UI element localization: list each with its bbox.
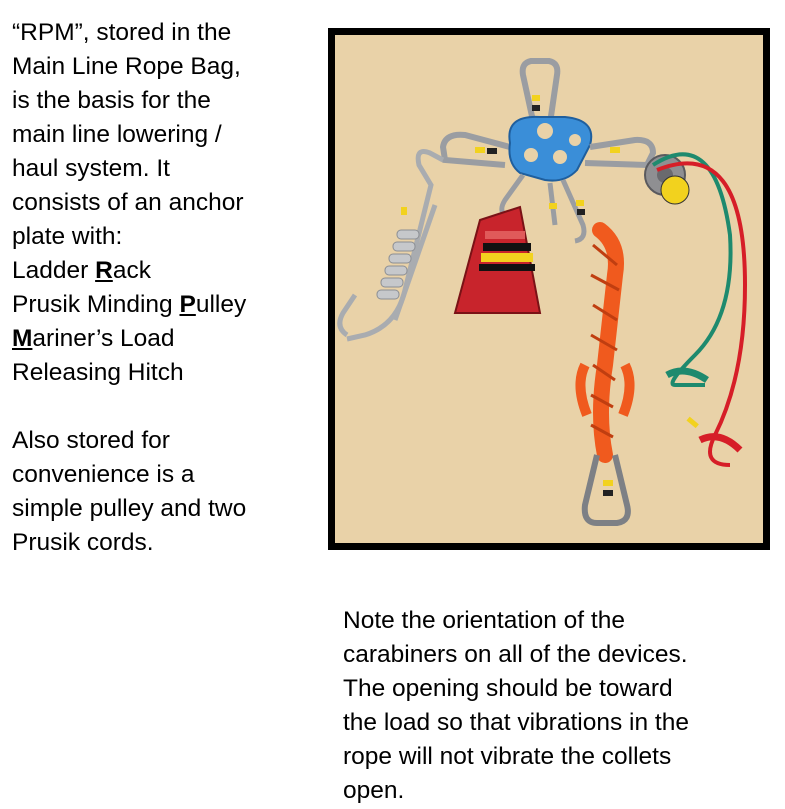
note-line: The opening should be toward: [343, 675, 673, 702]
note-line: Note the orientation of the: [343, 607, 625, 634]
acronym-letter-r: R: [95, 257, 113, 284]
item-suffix: ariner’s Load: [32, 325, 175, 352]
description-line: haul system. It: [12, 155, 170, 182]
rpm-equipment-illustration: [335, 35, 763, 543]
note-line: open.: [343, 777, 405, 804]
acronym-letter-p: P: [179, 291, 196, 318]
description-line: plate with:: [12, 223, 123, 250]
acronym-letter-m: M: [12, 325, 33, 352]
description-line: is the basis for the: [12, 87, 211, 114]
storage-line: Also stored for: [12, 427, 170, 454]
storage-line: convenience is a: [12, 461, 195, 488]
list-item-prusik-pulley: [12, 288, 312, 322]
storage-line: Prusik cords.: [12, 529, 154, 556]
item-prefix: Prusik Minding: [12, 291, 180, 318]
description-line: Main Line Rope Bag,: [12, 53, 241, 80]
item-suffix: ack: [112, 257, 151, 284]
list-item-mariners-hitch-line2: Releasing Hitch: [12, 359, 184, 386]
list-item-mariners-hitch: [12, 322, 312, 356]
description-line: main line lowering /: [12, 121, 222, 148]
paragraph-gap: [12, 390, 312, 424]
note-line: rope will not vibrate the collets: [343, 743, 672, 770]
item-prefix: Ladder: [12, 257, 96, 284]
list-item-ladder-rack: [12, 254, 312, 288]
description-line: consists of an anchor: [12, 189, 244, 216]
note-line: the load so that vibrations in the: [343, 709, 689, 736]
note-line: carabiners on all of the devices.: [343, 641, 688, 668]
equipment-photo: [328, 28, 770, 550]
description-text: [12, 16, 312, 560]
description-line: “RPM”, stored in the: [12, 19, 232, 46]
item-suffix: ulley: [195, 291, 247, 318]
orientation-note: [343, 604, 773, 808]
storage-line: simple pulley and two: [12, 495, 247, 522]
